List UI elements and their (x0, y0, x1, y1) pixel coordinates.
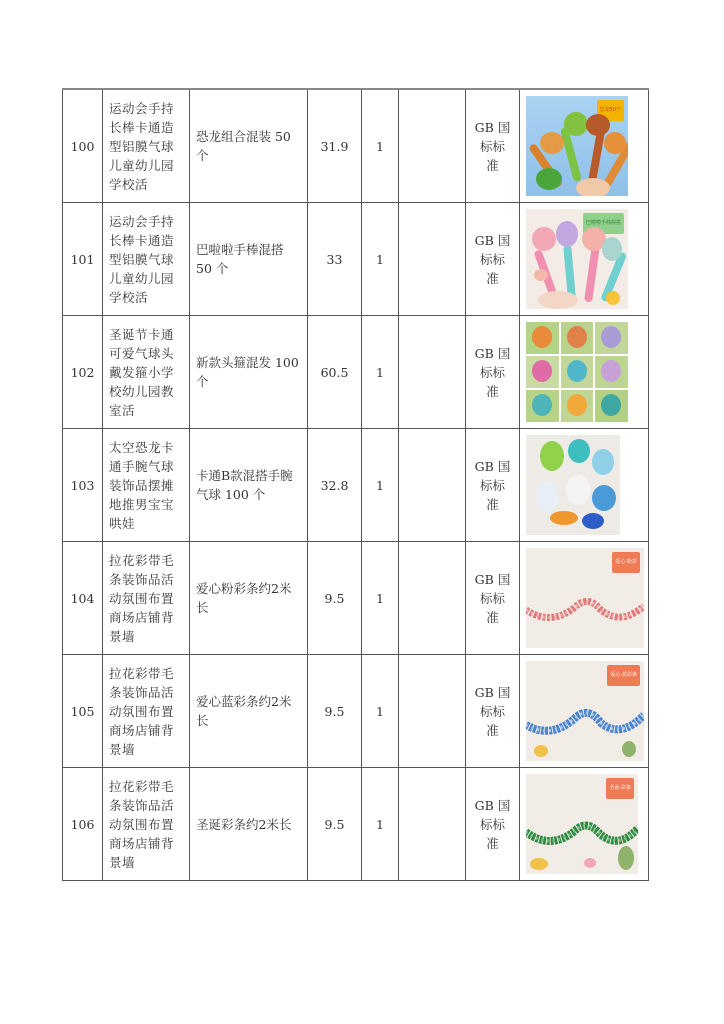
product-image-cell (520, 316, 649, 429)
product-spec: 圣诞彩条约2米长 (190, 768, 308, 881)
quality-standard: GB 国标标准 (466, 542, 520, 655)
garland-icon (526, 701, 644, 741)
green-tinsel-garland-image (526, 774, 638, 874)
empty-cell (399, 542, 466, 655)
product-spec: 新款头箍混发 100 个 (190, 316, 308, 429)
product-name: 太空恐龙卡通手腕气球装饰品摆摊地推男宝宝哄娃 (103, 429, 190, 542)
unit-price: 32.8 (308, 429, 362, 542)
quality-standard: GB 国标标准 (466, 203, 520, 316)
item-number: 101 (63, 203, 103, 316)
table-row (63, 203, 649, 316)
space-dinosaur-wrist-balloons-image (526, 435, 620, 535)
pink-tinsel-garland-image (526, 548, 644, 648)
product-name: 运动会手持长棒卡通造型铝膜气球儿童幼儿园学校活 (103, 89, 190, 203)
quantity: 1 (362, 429, 399, 542)
unit-price: 33 (308, 203, 362, 316)
product-image-cell (520, 655, 649, 768)
magic-wand-stick-balloons-image (526, 209, 628, 309)
product-name: 运动会手持长棒卡通造型铝膜气球儿童幼儿园学校活 (103, 203, 190, 316)
item-number: 106 (63, 768, 103, 881)
image-tag: 圣诞·彩条 (606, 778, 634, 799)
quality-standard: GB 国标标准 (466, 655, 520, 768)
item-number: 105 (63, 655, 103, 768)
blue-tinsel-garland-image (526, 661, 644, 761)
table-row (63, 768, 649, 881)
product-table (62, 88, 649, 881)
product-image-cell (520, 768, 649, 881)
item-number: 100 (63, 89, 103, 203)
item-number: 104 (63, 542, 103, 655)
item-number: 102 (63, 316, 103, 429)
table-row (63, 316, 649, 429)
empty-cell (399, 768, 466, 881)
item-number: 103 (63, 429, 103, 542)
quantity: 1 (362, 89, 399, 203)
product-spec: 爱心蓝彩条约2米长 (190, 655, 308, 768)
quantity: 1 (362, 768, 399, 881)
product-name: 圣诞节卡通可爱气球头戴发箍小学校幼儿园教室活 (103, 316, 190, 429)
unit-price: 9.5 (308, 768, 362, 881)
product-spec: 卡通B款混搭手腕气球 100 个 (190, 429, 308, 542)
unit-price: 60.5 (308, 316, 362, 429)
product-spec: 爱心粉彩条约2米长 (190, 542, 308, 655)
table-row (63, 429, 649, 542)
quality-standard: GB 国标标准 (466, 429, 520, 542)
quality-standard: GB 国标标准 (466, 768, 520, 881)
unit-price: 9.5 (308, 542, 362, 655)
product-image-cell (520, 429, 649, 542)
product-spec: 巴啦啦手棒混搭 50 个 (190, 203, 308, 316)
empty-cell (399, 429, 466, 542)
quantity: 1 (362, 542, 399, 655)
dinosaur-stick-balloons-image (526, 96, 628, 196)
product-image-cell (520, 203, 649, 316)
table-row (63, 542, 649, 655)
headband-balloons-grid-image (526, 322, 628, 422)
quality-standard: GB 国标标准 (466, 316, 520, 429)
image-tag: 爱心·蓝彩条 (607, 665, 640, 686)
product-spec: 恐龙组合混装 50 个 (190, 89, 308, 203)
unit-price: 31.9 (308, 89, 362, 203)
product-name: 拉花彩带毛条装饰品活动氛围布置商场店铺背景墙 (103, 768, 190, 881)
image-tag: 巴啦啦手棒混搭 (583, 213, 624, 234)
image-tag: 爱心·粉彩 (612, 552, 640, 573)
quantity: 1 (362, 203, 399, 316)
quantity: 1 (362, 316, 399, 429)
table-row (63, 89, 649, 203)
empty-cell (399, 89, 466, 203)
product-image-cell (520, 89, 649, 203)
empty-cell (399, 203, 466, 316)
unit-price: 9.5 (308, 655, 362, 768)
product-image-cell (520, 542, 649, 655)
image-tag: 恐龙50个 (597, 100, 624, 121)
table-row (63, 655, 649, 768)
empty-cell (399, 655, 466, 768)
product-name: 拉花彩带毛条装饰品活动氛围布置商场店铺背景墙 (103, 542, 190, 655)
product-name: 拉花彩带毛条装饰品活动氛围布置商场店铺背景墙 (103, 655, 190, 768)
quality-standard: GB 国标标准 (466, 89, 520, 203)
quantity: 1 (362, 655, 399, 768)
garland-icon (526, 588, 644, 628)
empty-cell (399, 316, 466, 429)
